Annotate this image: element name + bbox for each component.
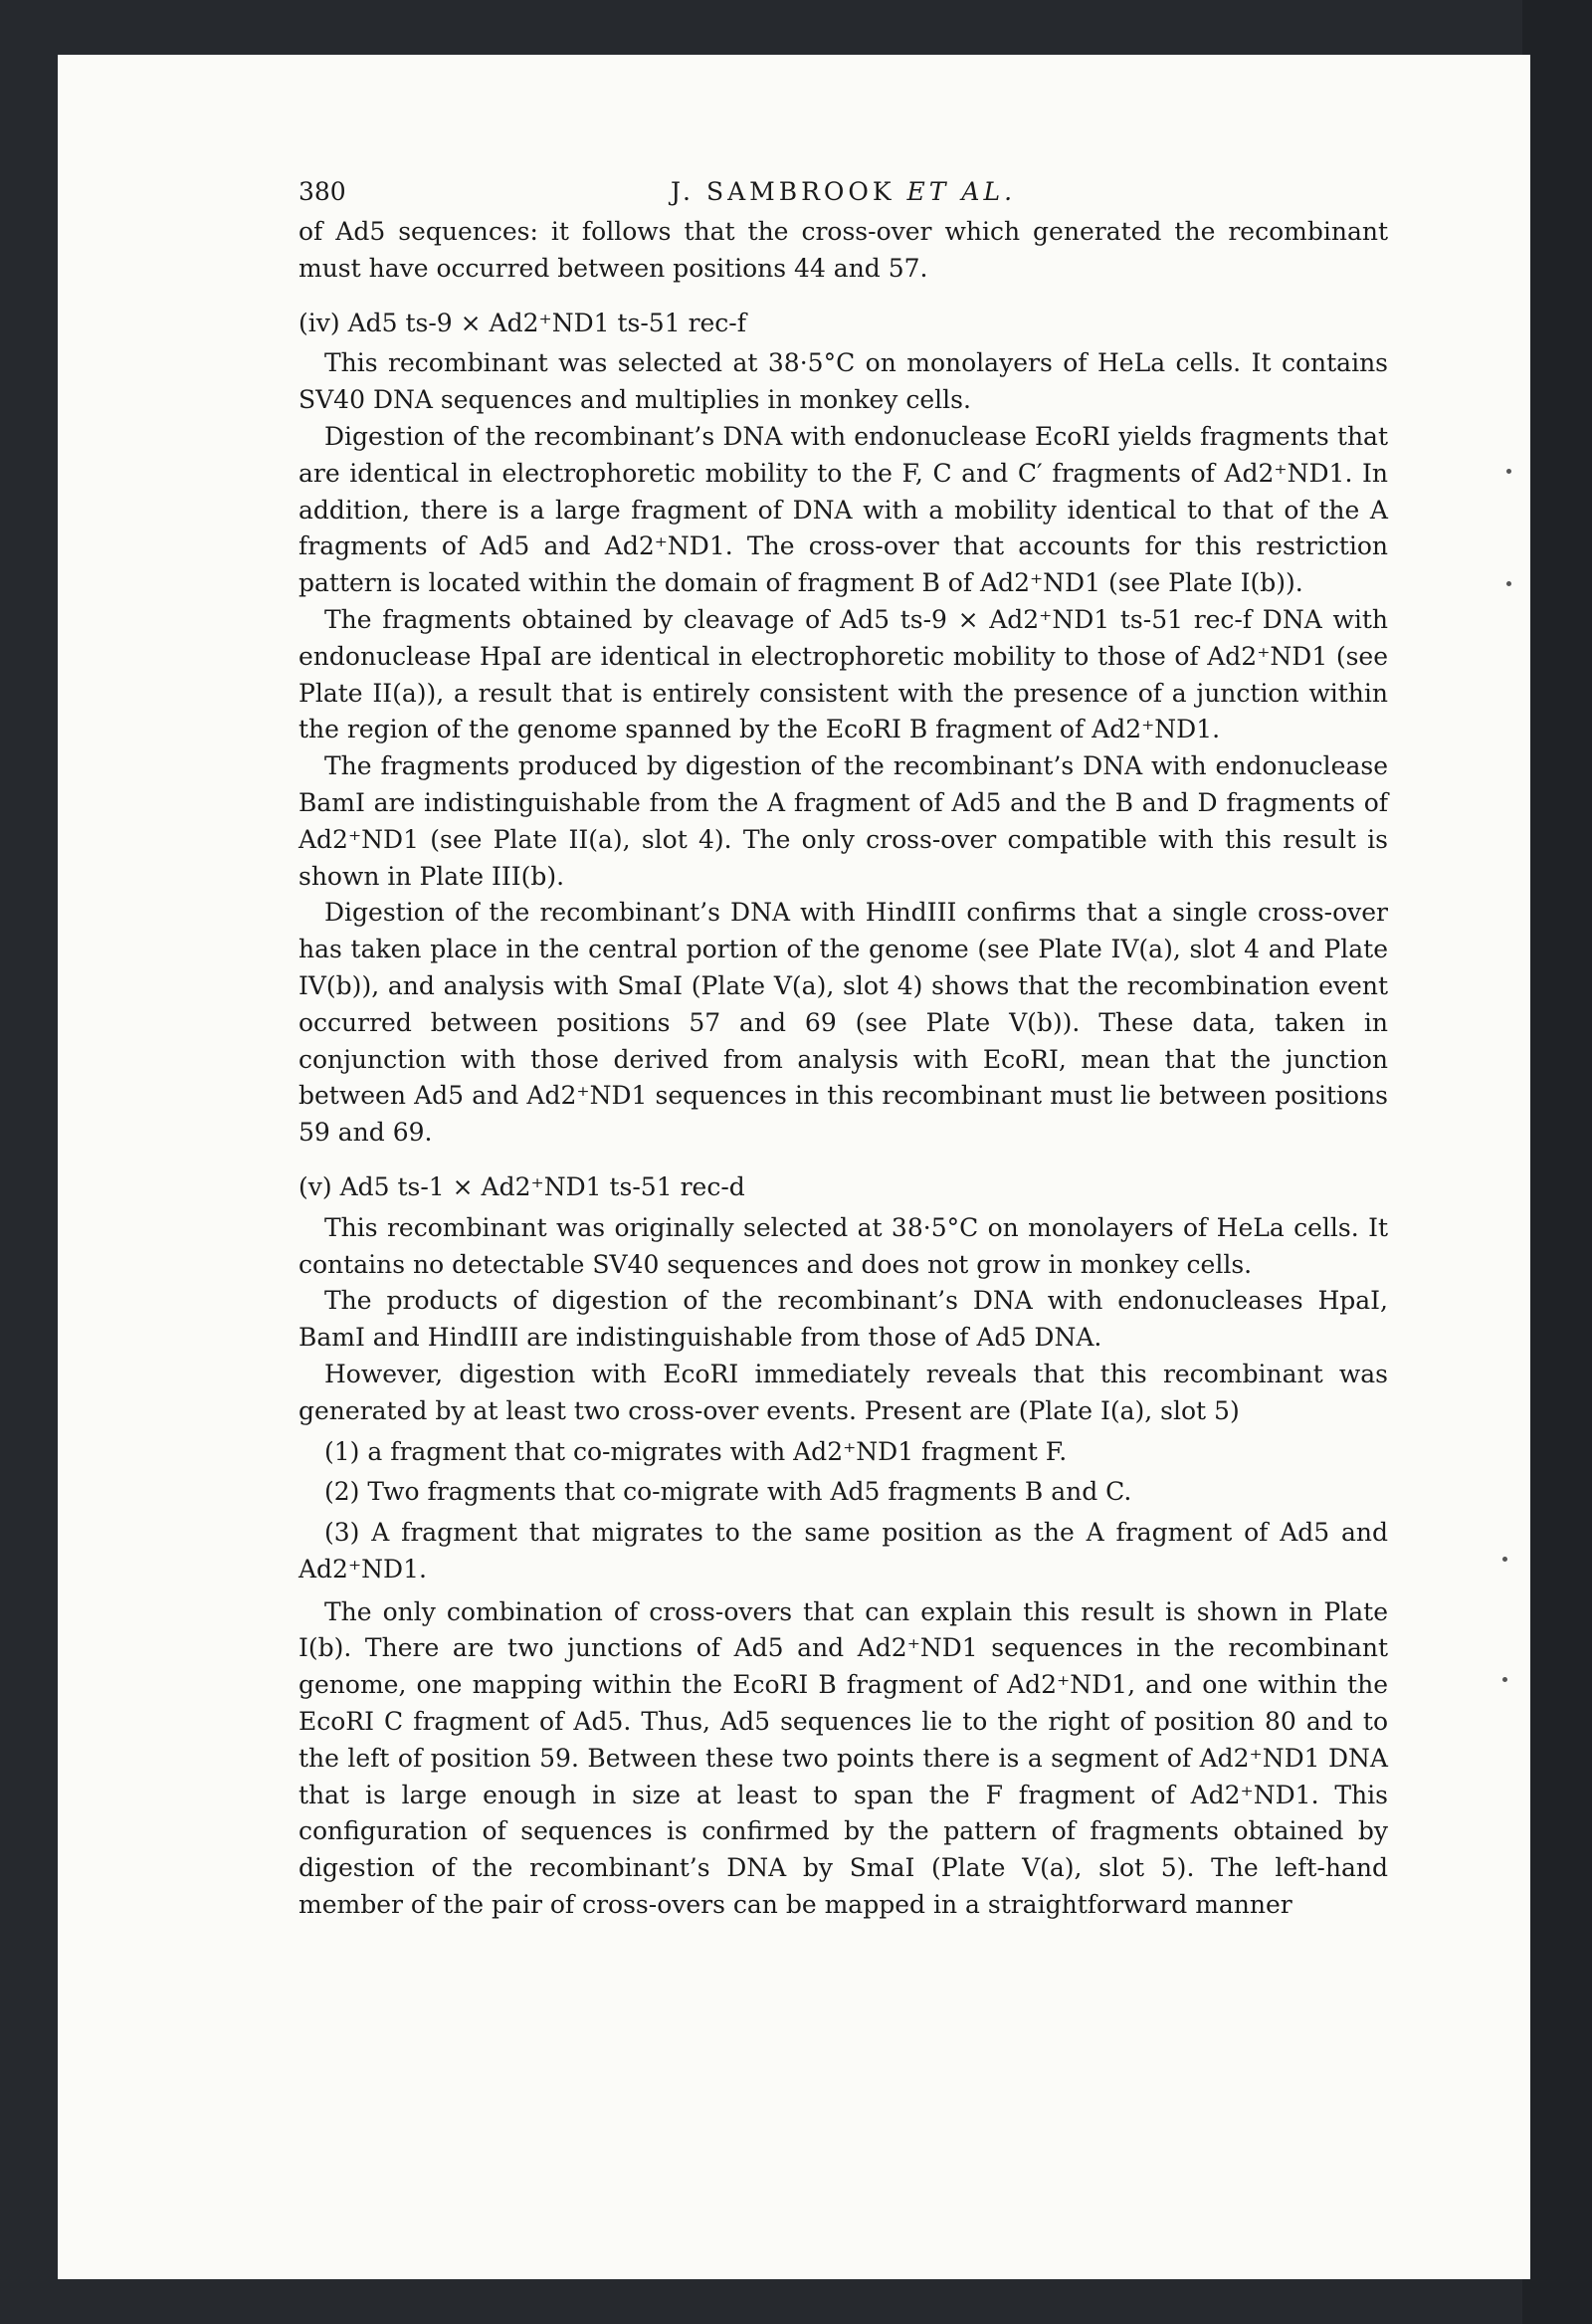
margin-dot (1506, 469, 1511, 474)
list-item: (3) A fragment that migrates to the same position as the A fragment of Ad5 and Ad2⁺ND1. (298, 1518, 1388, 1584)
list-item: (1) a fragment that co-migrates with Ad2⁺ND1 fragment F. (324, 1436, 1068, 1466)
paragraph: The fragments obtained by cleavage of Ad5 ts-9 × Ad2⁺ND1 ts-51 rec-f DNA with endonuclease HpaI are identical in electrophoretic mobility to those of Ad2⁺ND1 (see Plate II(a)), a result that is entirely consistent with the presence of a junction within the region of the genome spanned by the EcoRI B fragment of Ad2⁺ND1. (298, 604, 1388, 744)
running-title-authors: J. SAMBROOK (670, 177, 907, 206)
page-number: 380 (298, 177, 346, 206)
list-item: (2) Two fragments that co-migrate with Ad5 fragments B and C. (324, 1477, 1132, 1507)
margin-dot (1502, 1677, 1507, 1682)
running-title-etal: ET AL. (906, 177, 1017, 206)
paragraph: The only combination of cross-overs that can explain this result is shown in Plate I(b). There are two junctions of Ad5 and Ad2⁺ND1 sequences in the recombinant genome, one mapping within the EcoRI B fragment of Ad2⁺ND1, and one within the EcoRI C fragment of Ad5. Thus, Ad5 sequences lie to the right of position 80 and to the left of position 59. Between these two points there is a segment of Ad2⁺ND1 DNA that is large enough in size at least to span the F fragment of Ad2⁺ND1. This configuration of sequences is confirmed by the pattern of fragments obtained by digestion of the recombinant’s DNA by SmaI (Plate V(a), slot 5). The left-hand member of the pair of cross-overs can be mapped in a straightforward manner (298, 1596, 1388, 1920)
background-strip (1522, 0, 1592, 2324)
paragraph: Digestion of the recombinant’s DNA with HindIII confirms that a single cross-over has taken place in the central portion of the genome (see Plate IV(a), slot 4 and Plate IV(b)), and analysis with SmaI (Plate V(a), slot 4) shows that the recombination event occurred between positions 57 and 69 (see Plate V(b)). These data, taken in conjunction with those derived from analysis with EcoRI, mean that the junction between Ad5 and Ad2⁺ND1 sequences in this recombinant must lie between positions 59 and 69. (298, 898, 1388, 1148)
running-title (298, 174, 1388, 211)
paragraph-continuation: of Ad5 sequences: it follows that the cross-over which generated the recombinant must have occurred between positions 44 and 57. (298, 217, 1388, 283)
paragraph: This recombinant was selected at 38·5°C on monolayers of HeLa cells. It contains SV40 DNA sequences and multiplies in monkey cells. (298, 348, 1388, 415)
paragraph: Digestion of the recombinant’s DNA with endonuclease EcoRI yields fragments that are identical in electrophoretic mobility to the F, C and C′ fragments of Ad2⁺ND1. In addition, there is a large fragment of DNA with a mobility identical to that of the A fragments of Ad5 and Ad2⁺ND1. The cross-over that accounts for this restriction pattern is located within the domain of fragment B of Ad2⁺ND1 (see Plate I(b)). (298, 421, 1388, 598)
running-head (298, 174, 1388, 210)
paragraph: This recombinant was originally selected at 38·5°C on monolayers of HeLa cells. It contains no detectable SV40 sequences and does not grow in monkey cells. (298, 1212, 1388, 1279)
paragraph: However, digestion with EcoRI immediately reveals that this recombinant was generated by at least two cross-over events. Present are (Plate I(a), slot 5) (298, 1359, 1388, 1425)
page-content (298, 174, 1388, 1924)
section-heading-v: (v) Ad5 ts-1 × Ad2⁺ND1 ts-51 rec-d (298, 1171, 745, 1201)
margin-dot (1502, 1557, 1507, 1562)
paragraph: The fragments produced by digestion of the recombinant’s DNA with endonuclease BamI are indistinguishable from the A fragment of Ad5 and the B and D fragments of Ad2⁺ND1 (see Plate II(a), slot 4). The only cross-over compatible with this result is shown in Plate III(b). (298, 751, 1388, 891)
paragraph: The products of digestion of the recombinant’s DNA with endonucleases HpaI, BamI and HindIII are indistinguishable from those of Ad5 DNA. (298, 1286, 1388, 1353)
margin-dot (1506, 581, 1511, 586)
section-heading-iv: (iv) Ad5 ts-9 × Ad2⁺ND1 ts-51 rec-f (298, 308, 747, 337)
